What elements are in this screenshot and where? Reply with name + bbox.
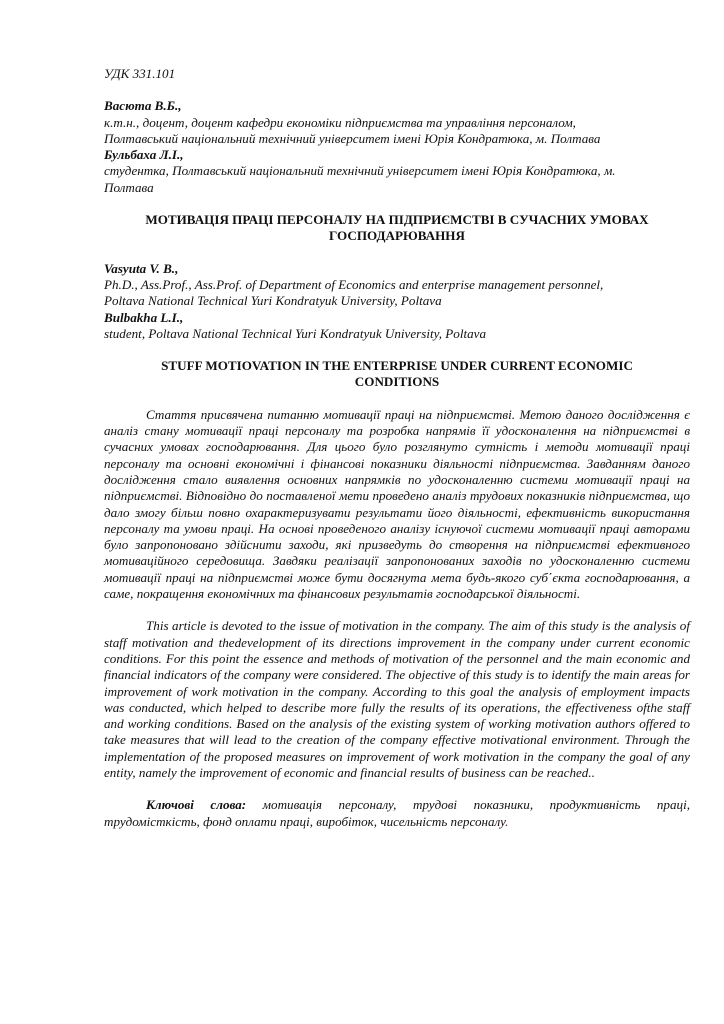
author-affiliation-line: student, Poltava National Technical Yuri Kondratyuk University, Poltava	[104, 325, 487, 341]
paper-page	[104, 66, 690, 830]
title-en-line: CONDITIONS	[354, 374, 440, 390]
paragraph-spacer	[104, 781, 690, 797]
title-ua	[104, 212, 690, 245]
abstract-en: This article is devoted to the issue of motivation in the company. The aim of this study is the analysis of staff motivation and thedevelopment of its directions improvement in the company under current economic conditions. For this point the essence and methods of motivation of the personnel and the main economic and financial indicators of the company were considered. The objective of this study is to identify the main areas for improvement of work motivation in the company. According to this goal the analysis of employment impacts was conducted, which helped to describe more fully the results of its operations, the effectiveness ofthe staff and working conditions. Based on the analysis of the existing system of working motivation authors offered to take measures that will lead to the creation of the company effective motivational environment. Through the implementation of the proposed measures on improvement of work motivation in the company the goal of any entity, namely the improvement of economic and financial results of business can be reached..	[104, 618, 690, 780]
title-en	[104, 358, 690, 391]
keywords	[104, 797, 690, 830]
abstract-ua: Стаття присвячена питанню мотивації праці на підприємстві. Метою даного дослідження є аналіз стану мотивації праці персоналу та розробка напрямів її удосконалення на підприємстві в сучасних умовах господарювання. Для цього було розглянуто сутність і методи мотивації праці персоналу та основні економічні і фінансові показники діяльності підприємства. Завданням даного дослідження стало виявлення основних напрямків по удосконаленню системи мотивації праці на підприємстві. Відповідно до поставленої мети проведено аналіз трудових показників підприємства, що дало змогу більш повно охарактеризувати результати його діяльності, ефективність використання персоналу та умови праці. На основі проведеного аналізу існуючої системи мотивації праці авторами було запропоновано здійснити заходи, які призведуть до створення на підприємстві ефективного мотиваційного середовища. Завдяки реалізації запропонованих заходів по удосконаленню системи мотивації праці на підприємстві може бути досягнута мета будь-якого суб΄єкта господарювання, а саме, покращення економічних та фінансових результатів господарської діяльності.	[104, 406, 690, 602]
title-ua-line: МОТИВАЦІЯ ПРАЦІ ПЕРСОНАЛУ НА ПІДПРИЄМСТВІ В СУЧАСНИХ УМОВАХ	[145, 212, 649, 228]
author-affiliation-line: Poltava National Technical Yuri Kondratyuk University, Poltava	[104, 293, 442, 309]
keywords-label: Ключові слова:	[146, 797, 247, 813]
udc-code: УДК 331.101	[104, 66, 176, 81]
author-affiliation-line: Полтавський національний технічний університет імені Юрія Кондратюка, м. Полтава	[104, 130, 601, 146]
author-affiliation-line: Ph.D., Ass.Prof., Ass.Prof. of Department of Economics and enterprise management personnel,	[104, 276, 604, 292]
author-affiliation-line: к.т.н., доцент, доцент кафедри економіки підприємства та управління персоналом,	[104, 114, 576, 130]
author-block-en-1	[104, 261, 690, 310]
author-name: Bulbakha L.I.,	[104, 309, 184, 325]
keywords-text: мотивація персоналу, трудові показники, продуктивність праці, трудомісткість, фонд оплати праці, виробіток, чисельність персоналу	[104, 797, 690, 829]
author-name: Бульбаха Л.І.,	[104, 147, 184, 163]
keywords-end-mark: .	[505, 813, 509, 829]
author-affiliation-line: студентка, Полтавський національний технічний університет імені Юрія Кондратюка, м.	[104, 163, 616, 179]
paragraph-spacer	[104, 602, 690, 618]
author-block-en-2	[104, 310, 690, 343]
title-en-line: STUFF MOTIOVATION IN THE ENTERPRISE UNDER CURRENT ECONOMIC	[161, 358, 633, 374]
author-affiliation-line: Полтава	[104, 179, 154, 195]
title-ua-line: ГОСПОДАРЮВАННЯ	[329, 228, 465, 244]
author-name: Васюта В.Б.,	[104, 98, 182, 114]
author-block-ua-1	[104, 98, 690, 147]
author-block-ua-2	[104, 147, 690, 196]
author-name: Vasyuta V. B.,	[104, 260, 179, 276]
